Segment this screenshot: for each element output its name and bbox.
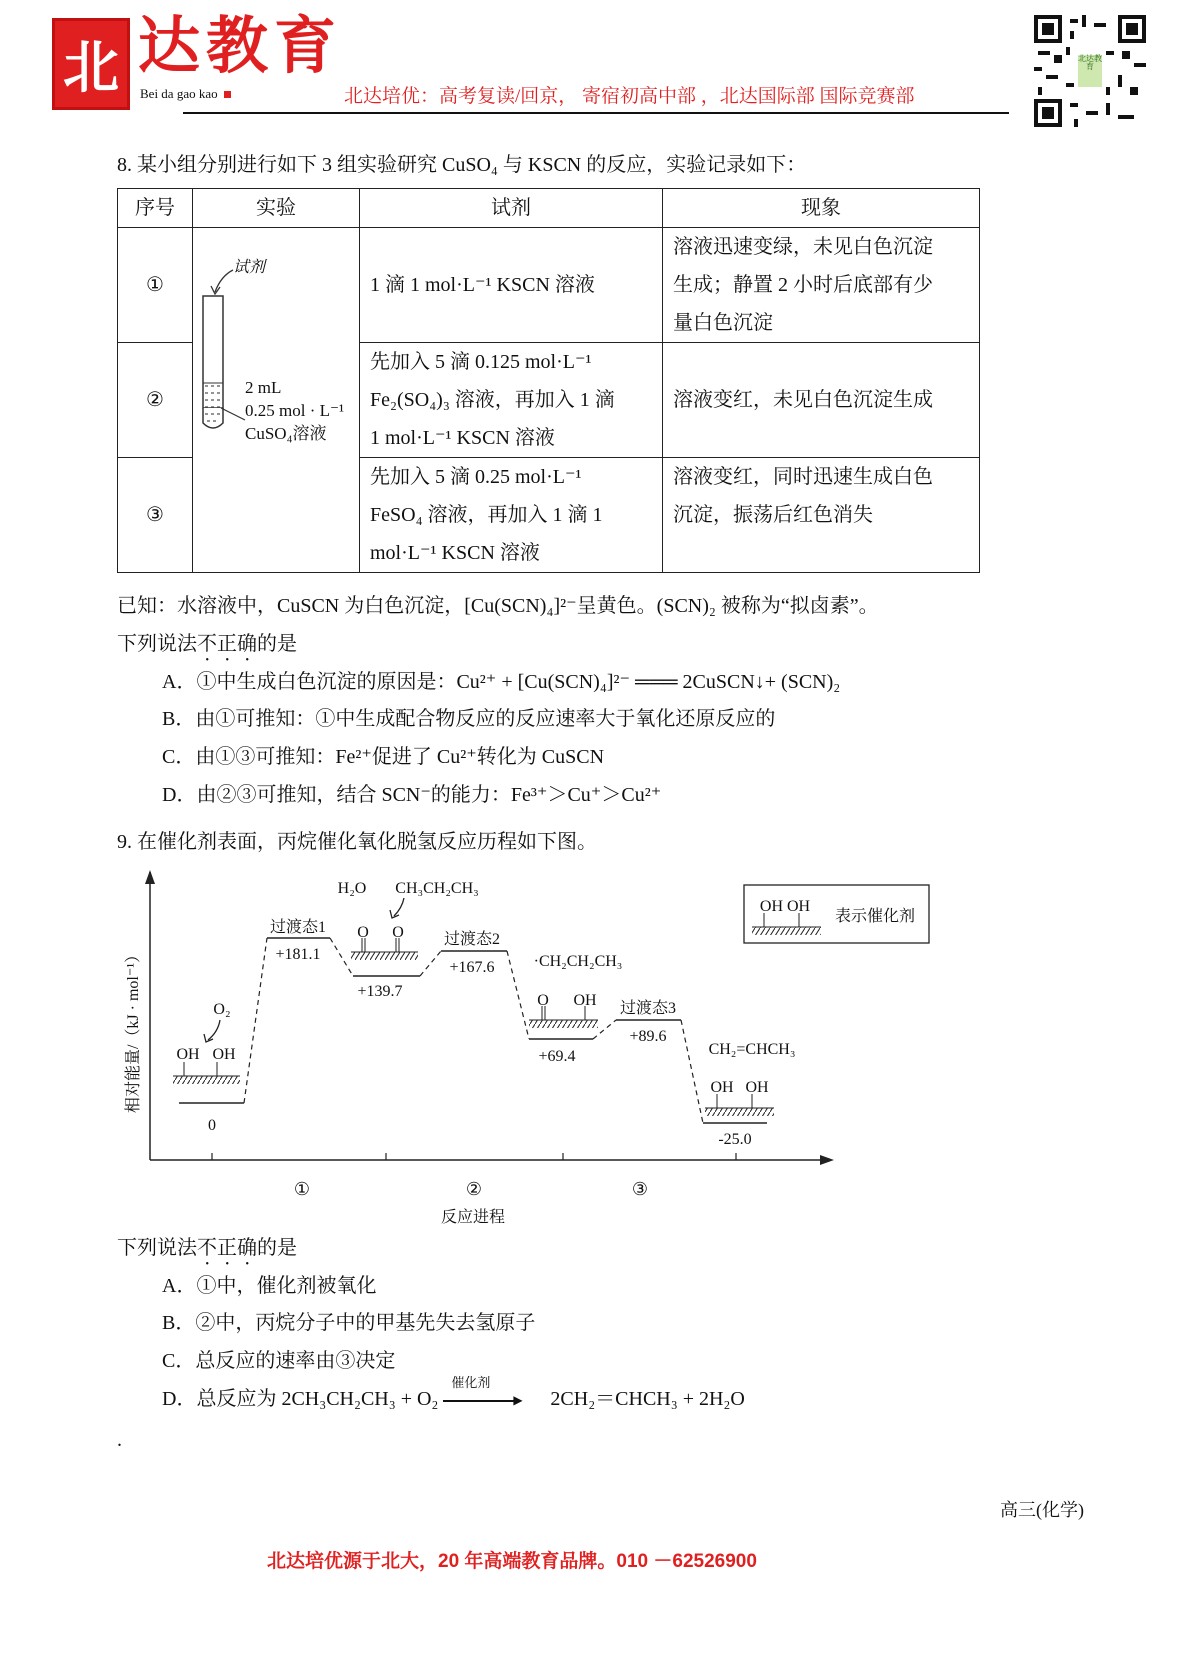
step-label: ③ — [631, 1179, 649, 1199]
o2-label: O₂ — [213, 1001, 231, 1018]
phenomenon-line: 沉淀，振荡后红色消失 — [673, 504, 873, 526]
reagent-line: 先加入 5 滴 0.25 mol·L⁻¹ — [370, 466, 582, 488]
q9-stem: 9. 在催化剂表面，丙烷催化氧化脱氢反应历程如下图。 — [117, 831, 597, 853]
o-atom: O — [537, 992, 549, 1009]
oh-group: OH — [176, 1046, 200, 1063]
x-axis-arrow-icon — [820, 1155, 834, 1165]
qr-center-label: 北达教育 — [1078, 54, 1102, 71]
q9-option-d — [162, 1375, 745, 1411]
apparatus-concentration: 0.25 mol · L⁻¹ — [245, 401, 345, 420]
phenomenon-line: 溶液迅速变绿，未见白色沉淀 — [673, 236, 933, 258]
q8-option-a: A．①中生成白色沉淀的原因是：Cu²⁺ + [Cu(SCN)₄]²⁻ ═══ 2CuSCN↓+ (SCN)₂ — [162, 671, 841, 693]
option-d-left: D．总反应为 2CH₃CH₂CH₃ + O₂ — [162, 1388, 439, 1410]
reagent-line: 1 滴 1 mol·L⁻¹ KSCN 溶液 — [370, 274, 595, 296]
apparatus-solution: CuSO₄溶液 — [245, 424, 327, 443]
logo-mark: 北 — [52, 18, 130, 110]
radical-label: ·CH₂CH₂CH₃ — [533, 953, 623, 970]
arrow-icon — [208, 1020, 220, 1040]
arrow-head-icon: ▶ — [513, 1393, 523, 1408]
reagent-line: mol·L⁻¹ KSCN 溶液 — [370, 542, 540, 564]
catalyst-arrow — [443, 1375, 525, 1410]
header-experiment: 实验 — [193, 189, 360, 228]
header-no: 序号 — [118, 189, 193, 228]
level-value: +139.7 — [357, 983, 403, 1000]
header-phenomenon: 现象 — [663, 189, 980, 228]
level-label: 过渡态2 — [443, 931, 501, 948]
ask-text: 下列说法 — [117, 1237, 197, 1259]
catalyst-surface-icon — [351, 938, 418, 960]
ask-text: 下列说法 — [117, 633, 197, 655]
reagent-line: FeSO₄ 溶液，再加入 1 滴 1 — [370, 504, 603, 526]
page-subject: 高三(化学) — [1000, 1500, 1084, 1520]
row-no: ③ — [118, 458, 193, 573]
row-no: ② — [118, 343, 193, 458]
ask-text: 的是 — [257, 633, 297, 655]
level-label: 过渡态1 — [269, 919, 327, 936]
oh-group: OH — [710, 1079, 734, 1096]
ask-emphasis: 不正确 — [197, 1237, 257, 1259]
level-value: +181.1 — [275, 946, 321, 963]
catalyst-surface-icon — [705, 1094, 774, 1116]
arrow-icon — [394, 898, 404, 916]
h2o-label: H₂O — [337, 880, 367, 897]
propane-label: CH₃CH₂CH₃ — [395, 880, 479, 897]
footer-brand: 北达培优源于北大，20 年高端教育品牌。010 －62526900 — [267, 1551, 757, 1572]
o-atom: O — [392, 924, 404, 941]
apparatus-reagent-label: 试剂 — [233, 259, 266, 276]
option-d-right: 2CH₂＝CHCH₃ + 2H₂O — [550, 1388, 745, 1410]
level-value: +167.6 — [449, 959, 495, 976]
catalyst-surface-icon — [173, 1062, 240, 1084]
q8-option-b: B．由①可推知：①中生成配合物反应的反应速率大于氧化还原反应的 — [162, 708, 776, 730]
reagent-line: 1 mol·L⁻¹ KSCN 溶液 — [370, 427, 555, 449]
catalyst-label: 催化剂 — [451, 1375, 491, 1391]
logo-subtitle-text: Bei da gao kao — [140, 86, 218, 101]
x-ticks — [212, 1153, 736, 1160]
q8-stem: 8. 某小组分别进行如下 3 组实验研究 CuSO₄ 与 KSCN 的反应，实验记录如下： — [117, 154, 807, 176]
header-reagent: 试剂 — [360, 189, 663, 228]
apparatus-volume: 2 mL — [245, 378, 282, 397]
q8-option-c: C．由①③可推知：Fe²⁺促进了 Cu²⁺转化为 CuSCN — [162, 746, 605, 768]
q8-option-d: D．由②③可推知，结合 SCN⁻的能力：Fe³⁺＞Cu⁺＞Cu²⁺ — [162, 784, 662, 806]
level-value: 0 — [208, 1117, 216, 1134]
q9-option-a: A．①中，催化剂被氧化 — [162, 1275, 377, 1297]
phenomenon-line: 生成；静置 2 小时后底部有少 — [673, 274, 933, 296]
row-no: ① — [118, 228, 193, 343]
legend-groups: OH OH — [759, 898, 811, 915]
q9-ask — [117, 1236, 297, 1270]
logo-text: 达教育 — [138, 9, 343, 82]
header-slogan: 北达培优：高考复读/回京， 寄宿初高中部 ，北达国际部 国际竞赛部 — [344, 86, 915, 107]
oh-group: OH — [745, 1079, 769, 1096]
catalyst-surface-icon — [529, 1006, 598, 1028]
q8-known: 已知：水溶液中，CuSCN 为白色沉淀，[Cu(SCN)₄]²⁻呈黄色。(SCN)₂ 被称为“拟卤素”。 — [117, 595, 879, 617]
ask-emphasis: 不正确 — [197, 633, 257, 655]
phenomenon-line: 溶液变红，同时迅速生成白色 — [673, 466, 933, 488]
q9-option-b: B．②中，丙烷分子中的甲基先失去氢原子 — [162, 1312, 536, 1334]
level-value: -25.0 — [718, 1131, 752, 1148]
level-label: 过渡态3 — [619, 1000, 677, 1017]
trailing-dot: . — [117, 1429, 122, 1451]
propene-label: CH₂=CHCH₃ — [708, 1041, 796, 1058]
oh-group: OH — [212, 1046, 236, 1063]
y-axis-label: 相对能量/（kJ · mol⁻¹） — [125, 946, 142, 1114]
o-atom: O — [357, 924, 369, 941]
step-label: ① — [293, 1179, 311, 1199]
reagent-line: 先加入 5 滴 0.125 mol·L⁻¹ — [370, 351, 592, 373]
reagent-line: Fe₂(SO₄)₃ 溶液，再加入 1 滴 — [370, 389, 615, 411]
phenomenon-line: 溶液变红，未见白色沉淀生成 — [673, 389, 933, 411]
y-axis-arrow-icon — [145, 870, 155, 884]
level-value: +89.6 — [629, 1028, 667, 1045]
ask-text: 的是 — [257, 1237, 297, 1259]
legend — [744, 885, 929, 943]
level-value: +69.4 — [538, 1048, 576, 1065]
oh-group: OH — [573, 992, 597, 1009]
q9-option-c: C．总反应的速率由③决定 — [162, 1350, 396, 1372]
phenomenon-line: 量白色沉淀 — [673, 312, 773, 334]
step-label: ② — [465, 1179, 483, 1199]
legend-text: 表示催化剂 — [834, 908, 916, 925]
x-axis-label: 反应进程 — [440, 1209, 506, 1226]
